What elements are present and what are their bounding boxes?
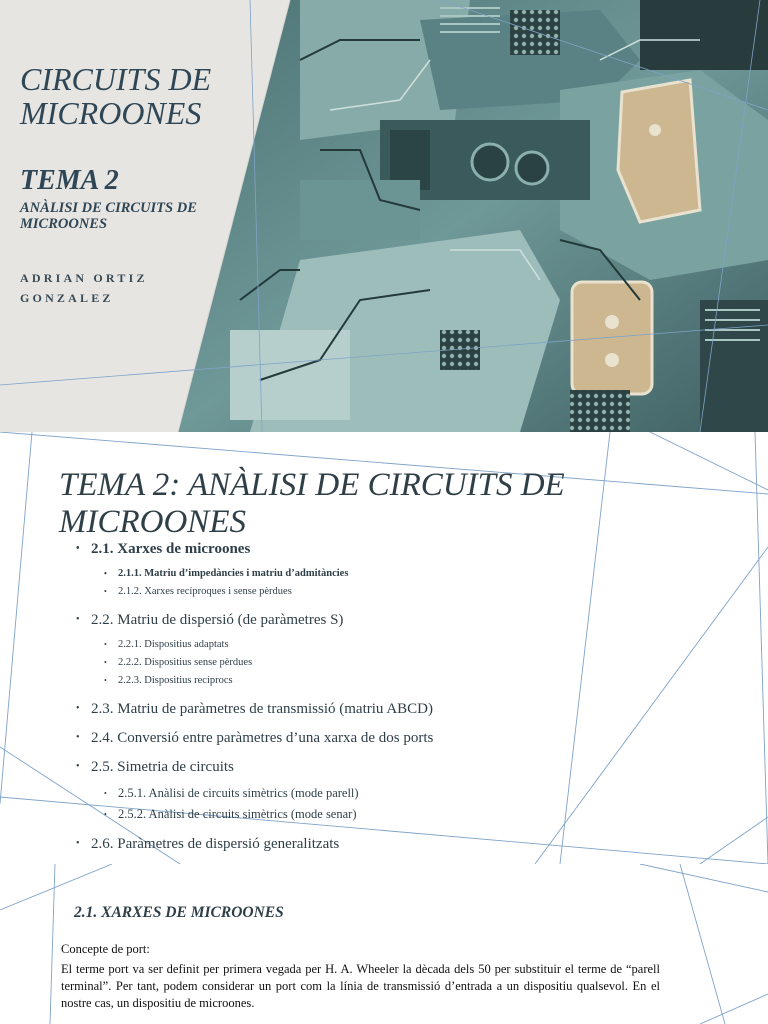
- toc-item: • 2.4. Conversió entre paràmetres d’una xarxa de dos ports: [76, 729, 716, 748]
- toc-subitem: • 2.2.3. Dispositius recíprocs: [76, 672, 716, 690]
- cover-slide: [0, 0, 768, 432]
- body-paragraph: El terme port va ser definit per primera vegada per H. A. Wheeler la dècada dels 50 per substituir el terme de “parell terminal”. Per tant, podem considerar un port com la línia de transmissió d’entrada a un dispositiu qualsevol. En el nostre cas, un dispositiu de microones.: [61, 962, 660, 1010]
- toc-subitem: • 2.2.1. Dispositius adaptats: [76, 636, 716, 654]
- toc-subitem: • 2.5.2. Anàlisi de circuits simètrics (mode senar): [76, 804, 716, 825]
- toc-subitem: • 2.2.2. Dispositius sense pèrdues: [76, 654, 716, 672]
- cover-title: CIRCUITS DE MICROONES: [20, 61, 212, 131]
- section-title: 2.1. XARXES DE MICROONES: [74, 904, 284, 921]
- cover-author: ADRIAN ORTIZ GONZALEZ: [20, 271, 148, 305]
- toc-item: • 2.2. Matriu de dispersió (de paràmetres S): [76, 611, 716, 630]
- cover-subtitle: ANÀLISI DE CIRCUITS DE MICROONES: [20, 200, 197, 232]
- toc-item: • 2.5. Simetria de circuits: [76, 758, 716, 777]
- content-slide: [0, 864, 768, 1024]
- toc-item: • 2.6. Paràmetres de dispersió generalitzats: [76, 835, 716, 854]
- toc-subitem: • 2.5.1. Anàlisi de circuits simètrics (mode parell): [76, 783, 716, 804]
- toc-subitem: • 2.1.1. Matriu d’impedàncies i matriu d’admitàncies: [76, 565, 716, 583]
- toc-item: • 2.3. Matriu de paràmetres de transmissió (matriu ABCD): [76, 700, 716, 719]
- toc-subitem: • 2.1.2. Xarxes recíproques i sense pèrdues: [76, 583, 716, 601]
- index-title: TEMA 2: ANÀLISI DE CIRCUITS DE MICROONES: [59, 467, 565, 540]
- index-slide: [0, 432, 768, 864]
- concept-label: Concepte de port:: [61, 942, 150, 956]
- cover-tema-label: TEMA 2: [20, 165, 119, 196]
- toc-item: • 2.1. Xarxes de microones: [76, 540, 716, 559]
- table-of-contents: [76, 540, 716, 854]
